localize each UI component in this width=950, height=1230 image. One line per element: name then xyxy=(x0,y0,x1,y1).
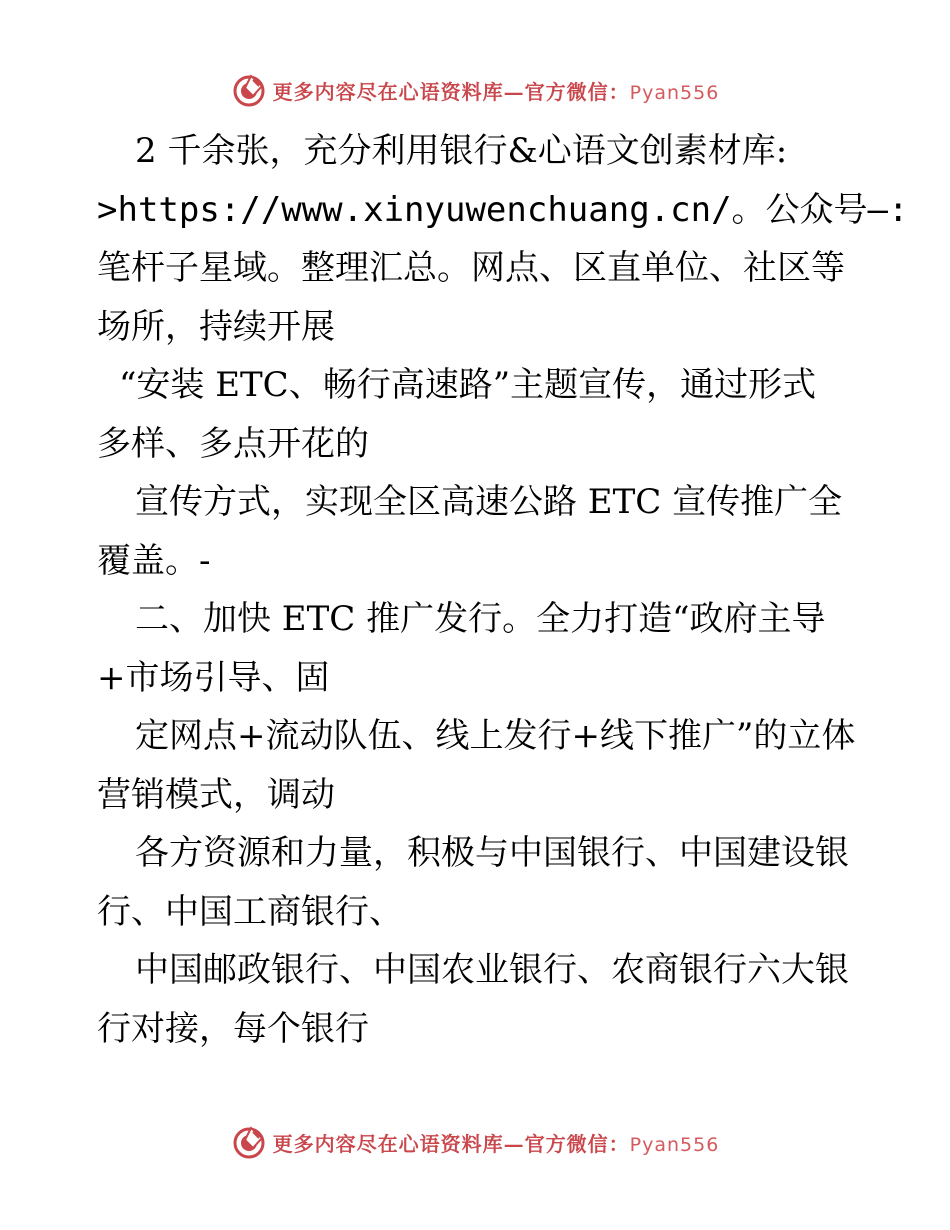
pen-logo-icon xyxy=(231,72,267,108)
body-line: >https://www.xinyuwenchuang.cn/。公众号—: xyxy=(97,189,909,230)
body-line: +市场引导、固 xyxy=(97,657,330,698)
body-line: 营销模式，调动 xyxy=(97,774,335,815)
footer-wechat-label: 官方微信： xyxy=(524,1131,630,1156)
body-line: 宣传方式，实现全区高速公路 ETC 宣传推广全 xyxy=(135,482,843,522)
body-line: 中国邮政银行、中国农业银行、农商银行六大银 xyxy=(135,950,849,990)
body-line: 各方资源和力量，积极与中国银行、中国建设银 xyxy=(135,833,849,873)
header-banner xyxy=(0,72,950,108)
body-line: 2 千余张，充分利用银行&心语文创素材库: xyxy=(135,131,788,171)
footer-separator: — xyxy=(503,1131,525,1156)
header-wechat-id: Pyan556 xyxy=(629,81,720,104)
body-line: “安装 ETC、畅行高速路”主题宣传，通过形式 xyxy=(119,365,817,405)
footer-brand: 更多内容尽在心语资料库 xyxy=(272,1131,504,1156)
document-body xyxy=(97,122,909,1058)
body-line: 场所，持续开展 xyxy=(97,306,335,347)
header-wechat-label: 官方微信： xyxy=(524,79,630,104)
header-text xyxy=(273,76,720,105)
pen-logo-icon xyxy=(231,1124,267,1160)
body-line: 覆盖。- xyxy=(97,540,211,581)
body-line: 定网点+流动队伍、线上发行+线下推广”的立体 xyxy=(135,716,856,756)
footer-banner xyxy=(0,1124,950,1160)
footer-text xyxy=(273,1128,720,1157)
header-separator: — xyxy=(503,79,525,104)
body-line: 行、中国工商银行、 xyxy=(97,891,403,932)
header-brand: 更多内容尽在心语资料库 xyxy=(272,79,504,104)
body-line: 笔杆子星域。整理汇总。网点、区直单位、社区等 xyxy=(97,248,845,288)
footer-wechat-id: Pyan556 xyxy=(629,1133,720,1156)
body-line: 多样、多点开花的 xyxy=(97,423,369,464)
body-line: 二、加快 ETC 推广发行。全力打造“政府主导 xyxy=(135,599,826,639)
body-line: 行对接，每个银行 xyxy=(97,1008,369,1049)
